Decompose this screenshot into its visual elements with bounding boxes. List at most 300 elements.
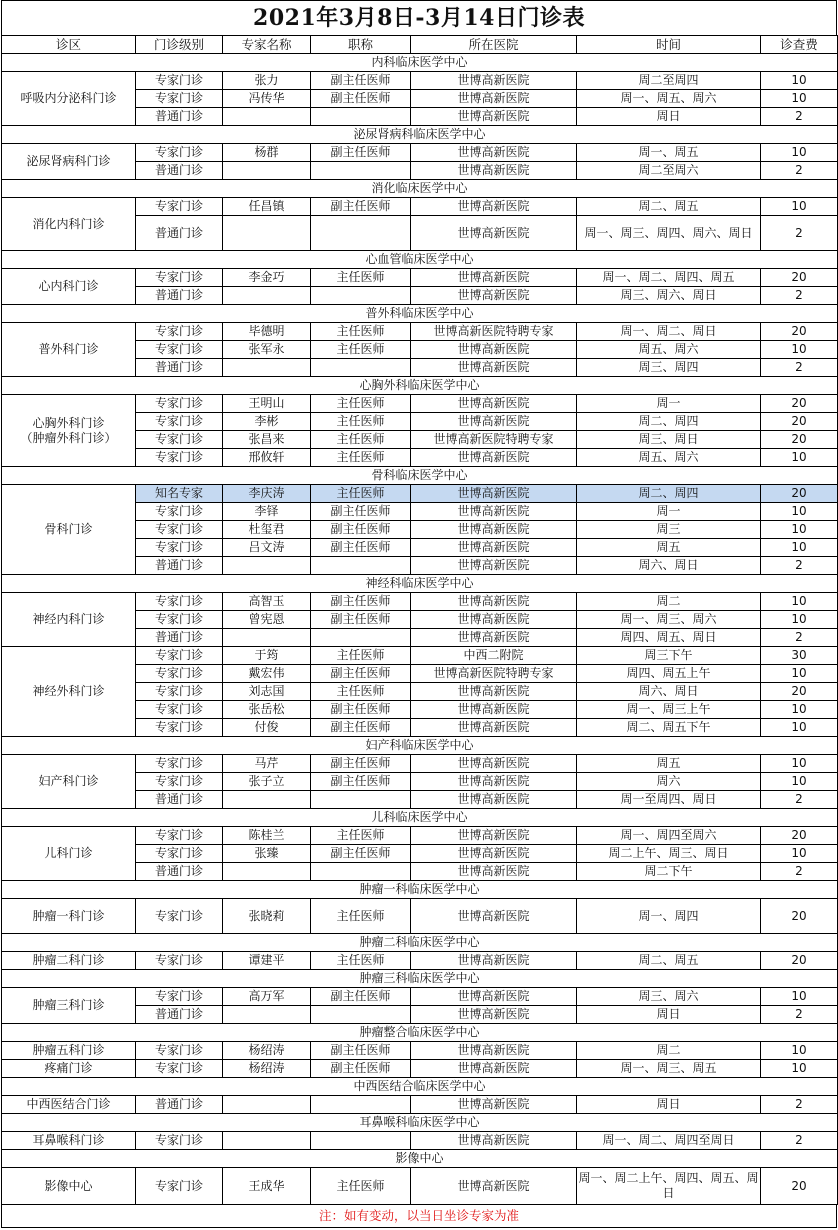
area-cell: 肿瘤五科门诊 bbox=[2, 1042, 136, 1060]
header-row bbox=[2, 36, 838, 54]
title-cell: 主任医师 bbox=[311, 827, 411, 845]
fee-cell: 2 bbox=[761, 1096, 838, 1114]
area-cell: 肿瘤三科门诊 bbox=[2, 988, 136, 1024]
hospital-cell: 世博高新医院 bbox=[411, 521, 577, 539]
time-cell: 周一、周四 bbox=[577, 899, 761, 934]
section-center-title: 内科临床医学中心 bbox=[2, 54, 838, 72]
expert-name-cell: 王成华 bbox=[223, 1168, 311, 1205]
table-row bbox=[2, 395, 838, 413]
table-row bbox=[2, 952, 838, 970]
time-cell: 周二下午 bbox=[577, 863, 761, 881]
hospital-cell: 世博高新医院 bbox=[411, 108, 577, 126]
hospital-cell: 世博高新医院 bbox=[411, 539, 577, 557]
area-cell: 妇产科门诊 bbox=[2, 755, 136, 809]
title-cell: 副主任医师 bbox=[311, 521, 411, 539]
section-row bbox=[2, 180, 838, 198]
time-cell: 周一、周二上午、周四、周五、周日 bbox=[577, 1168, 761, 1205]
title-cell: 主任医师 bbox=[311, 341, 411, 359]
expert-name-cell bbox=[223, 629, 311, 647]
time-cell: 周二、周四 bbox=[577, 485, 761, 503]
section-row bbox=[2, 1150, 838, 1168]
table-row bbox=[2, 323, 838, 341]
hospital-cell: 世博高新医院 bbox=[411, 1042, 577, 1060]
title-cell bbox=[311, 1132, 411, 1150]
hospital-cell: 世博高新医院 bbox=[411, 341, 577, 359]
fee-cell: 10 bbox=[761, 701, 838, 719]
fee-cell: 2 bbox=[761, 162, 838, 180]
title-cell bbox=[311, 557, 411, 575]
area-cell: 神经外科门诊 bbox=[2, 647, 136, 737]
area-cell: 疼痛门诊 bbox=[2, 1060, 136, 1078]
fee-cell: 10 bbox=[761, 198, 838, 216]
section-row bbox=[2, 809, 838, 827]
table-row bbox=[2, 988, 838, 1006]
level-cell: 专家门诊 bbox=[136, 413, 223, 431]
expert-name-cell bbox=[223, 108, 311, 126]
area-cell: 肿瘤二科门诊 bbox=[2, 952, 136, 970]
time-cell: 周三、周六、周日 bbox=[577, 287, 761, 305]
expert-name-cell bbox=[223, 557, 311, 575]
title-cell: 副主任医师 bbox=[311, 719, 411, 737]
level-cell: 专家门诊 bbox=[136, 988, 223, 1006]
fee-cell: 10 bbox=[761, 755, 838, 773]
expert-name-cell: 王明山 bbox=[223, 395, 311, 413]
expert-name-cell: 杨绍涛 bbox=[223, 1042, 311, 1060]
section-row bbox=[2, 575, 838, 593]
level-cell: 专家门诊 bbox=[136, 845, 223, 863]
fee-cell: 2 bbox=[761, 1006, 838, 1024]
fee-cell: 10 bbox=[761, 503, 838, 521]
time-cell: 周一 bbox=[577, 395, 761, 413]
title-cell bbox=[311, 287, 411, 305]
hospital-cell: 世博高新医院 bbox=[411, 1006, 577, 1024]
fee-cell: 30 bbox=[761, 647, 838, 665]
fee-cell: 10 bbox=[761, 90, 838, 108]
time-cell: 周二上午、周三、周日 bbox=[577, 845, 761, 863]
time-cell: 周一、周四至周六 bbox=[577, 827, 761, 845]
hospital-cell: 世博高新医院 bbox=[411, 827, 577, 845]
section-center-title: 妇产科临床医学中心 bbox=[2, 737, 838, 755]
header-fee: 诊查费 bbox=[761, 36, 838, 54]
header-level: 门诊级别 bbox=[136, 36, 223, 54]
title-cell: 副主任医师 bbox=[311, 72, 411, 90]
table-row bbox=[2, 144, 838, 162]
time-cell: 周五 bbox=[577, 755, 761, 773]
time-cell: 周一、周三、周五 bbox=[577, 1060, 761, 1078]
table-row bbox=[2, 485, 838, 503]
level-cell: 专家门诊 bbox=[136, 647, 223, 665]
fee-cell: 10 bbox=[761, 72, 838, 90]
fee-cell: 2 bbox=[761, 359, 838, 377]
time-cell: 周一、周三上午 bbox=[577, 701, 761, 719]
time-cell: 周日 bbox=[577, 1006, 761, 1024]
title-cell: 主任医师 bbox=[311, 449, 411, 467]
level-cell: 普通门诊 bbox=[136, 863, 223, 881]
level-cell: 专家门诊 bbox=[136, 827, 223, 845]
hospital-cell: 世博高新医院 bbox=[411, 90, 577, 108]
hospital-cell: 世博高新医院 bbox=[411, 503, 577, 521]
fee-cell: 10 bbox=[761, 665, 838, 683]
hospital-cell: 世博高新医院 bbox=[411, 773, 577, 791]
area-cell: 呼吸内分泌科门诊 bbox=[2, 72, 136, 126]
area-cell: 肿瘤一科门诊 bbox=[2, 899, 136, 934]
expert-name-cell: 毕德明 bbox=[223, 323, 311, 341]
area-cell: 中西医结合门诊 bbox=[2, 1096, 136, 1114]
fee-cell: 2 bbox=[761, 863, 838, 881]
area-cell: 消化内科门诊 bbox=[2, 198, 136, 251]
section-row bbox=[2, 251, 838, 269]
time-cell: 周三、周六 bbox=[577, 988, 761, 1006]
hospital-cell: 世博高新医院 bbox=[411, 449, 577, 467]
title-cell: 主任医师 bbox=[311, 952, 411, 970]
hospital-cell: 世博高新医院 bbox=[411, 269, 577, 287]
hospital-cell: 世博高新医院 bbox=[411, 755, 577, 773]
expert-name-cell: 邢攸轩 bbox=[223, 449, 311, 467]
time-cell: 周三、周日 bbox=[577, 431, 761, 449]
expert-name-cell: 任昌镇 bbox=[223, 198, 311, 216]
fee-cell: 10 bbox=[761, 539, 838, 557]
level-cell: 普通门诊 bbox=[136, 359, 223, 377]
time-cell: 周三 bbox=[577, 521, 761, 539]
header-area: 诊区 bbox=[2, 36, 136, 54]
level-cell: 知名专家 bbox=[136, 485, 223, 503]
level-cell: 专家门诊 bbox=[136, 269, 223, 287]
level-cell: 专家门诊 bbox=[136, 665, 223, 683]
level-cell: 专家门诊 bbox=[136, 198, 223, 216]
fee-cell: 20 bbox=[761, 413, 838, 431]
time-cell: 周一、周三、周四、周六、周日 bbox=[577, 216, 761, 251]
fee-cell: 10 bbox=[761, 611, 838, 629]
expert-name-cell: 马芹 bbox=[223, 755, 311, 773]
expert-name-cell: 戴宏伟 bbox=[223, 665, 311, 683]
area-cell: 影像中心 bbox=[2, 1168, 136, 1205]
title-cell: 副主任医师 bbox=[311, 144, 411, 162]
expert-name-cell bbox=[223, 359, 311, 377]
fee-cell: 20 bbox=[761, 269, 838, 287]
title-cell: 主任医师 bbox=[311, 899, 411, 934]
hospital-cell: 世博高新医院 bbox=[411, 413, 577, 431]
table-row bbox=[2, 647, 838, 665]
level-cell: 专家门诊 bbox=[136, 1132, 223, 1150]
hospital-cell: 世博高新医院 bbox=[411, 216, 577, 251]
expert-name-cell: 李彬 bbox=[223, 413, 311, 431]
expert-name-cell: 于筠 bbox=[223, 647, 311, 665]
schedule-sheet bbox=[1, 0, 837, 1228]
title-cell: 副主任医师 bbox=[311, 90, 411, 108]
level-cell: 专家门诊 bbox=[136, 593, 223, 611]
fee-cell: 10 bbox=[761, 593, 838, 611]
time-cell: 周一、周三、周六 bbox=[577, 611, 761, 629]
level-cell: 专家门诊 bbox=[136, 449, 223, 467]
time-cell: 周日 bbox=[577, 1096, 761, 1114]
section-center-title: 神经科临床医学中心 bbox=[2, 575, 838, 593]
section-row bbox=[2, 54, 838, 72]
hospital-cell: 世博高新医院 bbox=[411, 395, 577, 413]
section-center-title: 肿瘤整合临床医学中心 bbox=[2, 1024, 838, 1042]
header-expert: 专家名称 bbox=[223, 36, 311, 54]
time-cell: 周一、周二、周四、周五 bbox=[577, 269, 761, 287]
hospital-cell: 世博高新医院 bbox=[411, 629, 577, 647]
section-row bbox=[2, 1078, 838, 1096]
expert-name-cell: 李庆涛 bbox=[223, 485, 311, 503]
title-cell: 主任医师 bbox=[311, 413, 411, 431]
table-row bbox=[2, 1132, 838, 1150]
table-row bbox=[2, 1042, 838, 1060]
fee-cell: 2 bbox=[761, 216, 838, 251]
table-row bbox=[2, 1168, 838, 1205]
title-cell: 副主任医师 bbox=[311, 773, 411, 791]
section-row bbox=[2, 970, 838, 988]
hospital-cell: 世博高新医院 bbox=[411, 72, 577, 90]
schedule-table bbox=[1, 35, 838, 1205]
fee-cell: 20 bbox=[761, 431, 838, 449]
title-cell bbox=[311, 108, 411, 126]
title-cell: 主任医师 bbox=[311, 395, 411, 413]
title-cell: 主任医师 bbox=[311, 1168, 411, 1205]
level-cell: 专家门诊 bbox=[136, 1060, 223, 1078]
fee-cell: 20 bbox=[761, 827, 838, 845]
section-center-title: 心血管临床医学中心 bbox=[2, 251, 838, 269]
level-cell: 专家门诊 bbox=[136, 72, 223, 90]
level-cell: 专家门诊 bbox=[136, 323, 223, 341]
fee-cell: 2 bbox=[761, 287, 838, 305]
page-title: 2021年3月8日-3月14日门诊表 bbox=[1, 0, 837, 35]
level-cell: 普通门诊 bbox=[136, 216, 223, 251]
time-cell: 周六、周日 bbox=[577, 557, 761, 575]
table-row bbox=[2, 269, 838, 287]
expert-name-cell: 张臻 bbox=[223, 845, 311, 863]
time-cell: 周六 bbox=[577, 773, 761, 791]
level-cell: 专家门诊 bbox=[136, 1042, 223, 1060]
area-cell: 泌尿肾病科门诊 bbox=[2, 144, 136, 180]
time-cell: 周一、周二、周四至周日 bbox=[577, 1132, 761, 1150]
hospital-cell: 世博高新医院 bbox=[411, 1168, 577, 1205]
expert-name-cell: 吕文涛 bbox=[223, 539, 311, 557]
level-cell: 专家门诊 bbox=[136, 341, 223, 359]
title-cell bbox=[311, 1006, 411, 1024]
title-cell: 副主任医师 bbox=[311, 503, 411, 521]
title-cell: 主任医师 bbox=[311, 683, 411, 701]
hospital-cell: 世博高新医院特聘专家 bbox=[411, 323, 577, 341]
section-row bbox=[2, 305, 838, 323]
hospital-cell: 世博高新医院 bbox=[411, 287, 577, 305]
section-row bbox=[2, 377, 838, 395]
level-cell: 专家门诊 bbox=[136, 755, 223, 773]
fee-cell: 20 bbox=[761, 1168, 838, 1205]
schedule-body bbox=[2, 54, 838, 1205]
expert-name-cell bbox=[223, 863, 311, 881]
fee-cell: 10 bbox=[761, 449, 838, 467]
level-cell: 普通门诊 bbox=[136, 162, 223, 180]
time-cell: 周二、周五 bbox=[577, 952, 761, 970]
time-cell: 周一、周二、周日 bbox=[577, 323, 761, 341]
hospital-cell: 世博高新医院 bbox=[411, 719, 577, 737]
title-cell: 主任医师 bbox=[311, 647, 411, 665]
time-cell: 周五、周六 bbox=[577, 449, 761, 467]
title-cell: 副主任医师 bbox=[311, 701, 411, 719]
area-cell: 耳鼻喉科门诊 bbox=[2, 1132, 136, 1150]
section-center-title: 心胸外科临床医学中心 bbox=[2, 377, 838, 395]
title-cell bbox=[311, 629, 411, 647]
level-cell: 专家门诊 bbox=[136, 521, 223, 539]
section-center-title: 消化临床医学中心 bbox=[2, 180, 838, 198]
hospital-cell: 世博高新医院 bbox=[411, 144, 577, 162]
fee-cell: 10 bbox=[761, 1060, 838, 1078]
fee-cell: 20 bbox=[761, 395, 838, 413]
time-cell: 周二、周五 bbox=[577, 198, 761, 216]
time-cell: 周四、周五上午 bbox=[577, 665, 761, 683]
level-cell: 专家门诊 bbox=[136, 431, 223, 449]
level-cell: 普通门诊 bbox=[136, 557, 223, 575]
expert-name-cell: 高智玉 bbox=[223, 593, 311, 611]
hospital-cell: 世博高新医院特聘专家 bbox=[411, 431, 577, 449]
level-cell: 普通门诊 bbox=[136, 287, 223, 305]
time-cell: 周五 bbox=[577, 539, 761, 557]
expert-name-cell: 张军永 bbox=[223, 341, 311, 359]
fee-cell: 20 bbox=[761, 323, 838, 341]
expert-name-cell: 杜玺君 bbox=[223, 521, 311, 539]
level-cell: 专家门诊 bbox=[136, 899, 223, 934]
section-row bbox=[2, 1114, 838, 1132]
expert-name-cell bbox=[223, 162, 311, 180]
section-row bbox=[2, 1024, 838, 1042]
fee-cell: 2 bbox=[761, 791, 838, 809]
hospital-cell: 世博高新医院 bbox=[411, 683, 577, 701]
expert-name-cell: 高万军 bbox=[223, 988, 311, 1006]
level-cell: 普通门诊 bbox=[136, 629, 223, 647]
section-row bbox=[2, 467, 838, 485]
time-cell: 周二至周四 bbox=[577, 72, 761, 90]
title-cell bbox=[311, 791, 411, 809]
hospital-cell: 世博高新医院 bbox=[411, 611, 577, 629]
level-cell: 专家门诊 bbox=[136, 719, 223, 737]
section-row bbox=[2, 126, 838, 144]
level-cell: 专家门诊 bbox=[136, 503, 223, 521]
expert-name-cell: 杨绍涛 bbox=[223, 1060, 311, 1078]
fee-cell: 10 bbox=[761, 988, 838, 1006]
hospital-cell: 世博高新医院 bbox=[411, 1132, 577, 1150]
change-note: 注：如有变动，以当日坐诊专家为准 bbox=[1, 1205, 837, 1228]
title-cell: 副主任医师 bbox=[311, 755, 411, 773]
title-cell bbox=[311, 162, 411, 180]
level-cell: 普通门诊 bbox=[136, 1006, 223, 1024]
hospital-cell: 世博高新医院 bbox=[411, 485, 577, 503]
time-cell: 周一至周四、周日 bbox=[577, 791, 761, 809]
fee-cell: 2 bbox=[761, 629, 838, 647]
time-cell: 周一、周五、周六 bbox=[577, 90, 761, 108]
expert-name-cell: 李铎 bbox=[223, 503, 311, 521]
header-time: 时间 bbox=[577, 36, 761, 54]
hospital-cell: 世博高新医院 bbox=[411, 952, 577, 970]
level-cell: 专家门诊 bbox=[136, 611, 223, 629]
level-cell: 普通门诊 bbox=[136, 108, 223, 126]
fee-cell: 20 bbox=[761, 485, 838, 503]
title-cell: 副主任医师 bbox=[311, 988, 411, 1006]
level-cell: 专家门诊 bbox=[136, 683, 223, 701]
level-cell: 专家门诊 bbox=[136, 1168, 223, 1205]
hospital-cell: 世博高新医院 bbox=[411, 845, 577, 863]
level-cell: 专家门诊 bbox=[136, 90, 223, 108]
level-cell: 普通门诊 bbox=[136, 791, 223, 809]
fee-cell: 10 bbox=[761, 1042, 838, 1060]
area-cell: 普外科门诊 bbox=[2, 323, 136, 377]
time-cell: 周一 bbox=[577, 503, 761, 521]
title-cell: 副主任医师 bbox=[311, 593, 411, 611]
title-cell: 副主任医师 bbox=[311, 611, 411, 629]
section-row bbox=[2, 881, 838, 899]
hospital-cell: 世博高新医院 bbox=[411, 162, 577, 180]
section-center-title: 骨科临床医学中心 bbox=[2, 467, 838, 485]
area-cell: 骨科门诊 bbox=[2, 485, 136, 575]
time-cell: 周一、周五 bbox=[577, 144, 761, 162]
section-center-title: 肿瘤二科临床医学中心 bbox=[2, 934, 838, 952]
hospital-cell: 中西二附院 bbox=[411, 647, 577, 665]
expert-name-cell bbox=[223, 791, 311, 809]
title-cell: 副主任医师 bbox=[311, 539, 411, 557]
section-center-title: 泌尿肾病科临床医学中心 bbox=[2, 126, 838, 144]
expert-name-cell bbox=[223, 1096, 311, 1114]
section-center-title: 普外科临床医学中心 bbox=[2, 305, 838, 323]
level-cell: 专家门诊 bbox=[136, 952, 223, 970]
time-cell: 周日 bbox=[577, 108, 761, 126]
header-title: 职称 bbox=[311, 36, 411, 54]
hospital-cell: 世博高新医院 bbox=[411, 863, 577, 881]
expert-name-cell: 谭建平 bbox=[223, 952, 311, 970]
table-row bbox=[2, 899, 838, 934]
expert-name-cell: 刘志国 bbox=[223, 683, 311, 701]
expert-name-cell: 李金巧 bbox=[223, 269, 311, 287]
hospital-cell: 世博高新医院 bbox=[411, 557, 577, 575]
header-hospital: 所在医院 bbox=[411, 36, 577, 54]
table-row bbox=[2, 593, 838, 611]
fee-cell: 10 bbox=[761, 144, 838, 162]
hospital-cell: 世博高新医院 bbox=[411, 701, 577, 719]
hospital-cell: 世博高新医院 bbox=[411, 359, 577, 377]
title-cell: 副主任医师 bbox=[311, 665, 411, 683]
time-cell: 周五、周六 bbox=[577, 341, 761, 359]
table-row bbox=[2, 1096, 838, 1114]
hospital-cell: 世博高新医院 bbox=[411, 1096, 577, 1114]
expert-name-cell: 陈桂兰 bbox=[223, 827, 311, 845]
fee-cell: 20 bbox=[761, 683, 838, 701]
fee-cell: 20 bbox=[761, 952, 838, 970]
fee-cell: 10 bbox=[761, 845, 838, 863]
expert-name-cell: 付俊 bbox=[223, 719, 311, 737]
hospital-cell: 世博高新医院 bbox=[411, 198, 577, 216]
section-center-title: 肿瘤三科临床医学中心 bbox=[2, 970, 838, 988]
hospital-cell: 世博高新医院特聘专家 bbox=[411, 665, 577, 683]
fee-cell: 10 bbox=[761, 521, 838, 539]
time-cell: 周二至周六 bbox=[577, 162, 761, 180]
level-cell: 专家门诊 bbox=[136, 539, 223, 557]
time-cell: 周二、周四 bbox=[577, 413, 761, 431]
fee-cell: 2 bbox=[761, 1132, 838, 1150]
title-cell: 主任医师 bbox=[311, 485, 411, 503]
area-cell: 心内科门诊 bbox=[2, 269, 136, 305]
time-cell: 周四、周五、周日 bbox=[577, 629, 761, 647]
time-cell: 周六、周日 bbox=[577, 683, 761, 701]
time-cell: 周三、周四 bbox=[577, 359, 761, 377]
fee-cell: 2 bbox=[761, 557, 838, 575]
fee-cell: 2 bbox=[761, 108, 838, 126]
time-cell: 周二 bbox=[577, 593, 761, 611]
expert-name-cell bbox=[223, 1006, 311, 1024]
hospital-cell: 世博高新医院 bbox=[411, 593, 577, 611]
area-cell: 儿科门诊 bbox=[2, 827, 136, 881]
table-row bbox=[2, 1060, 838, 1078]
hospital-cell: 世博高新医院 bbox=[411, 988, 577, 1006]
hospital-cell: 世博高新医院 bbox=[411, 791, 577, 809]
